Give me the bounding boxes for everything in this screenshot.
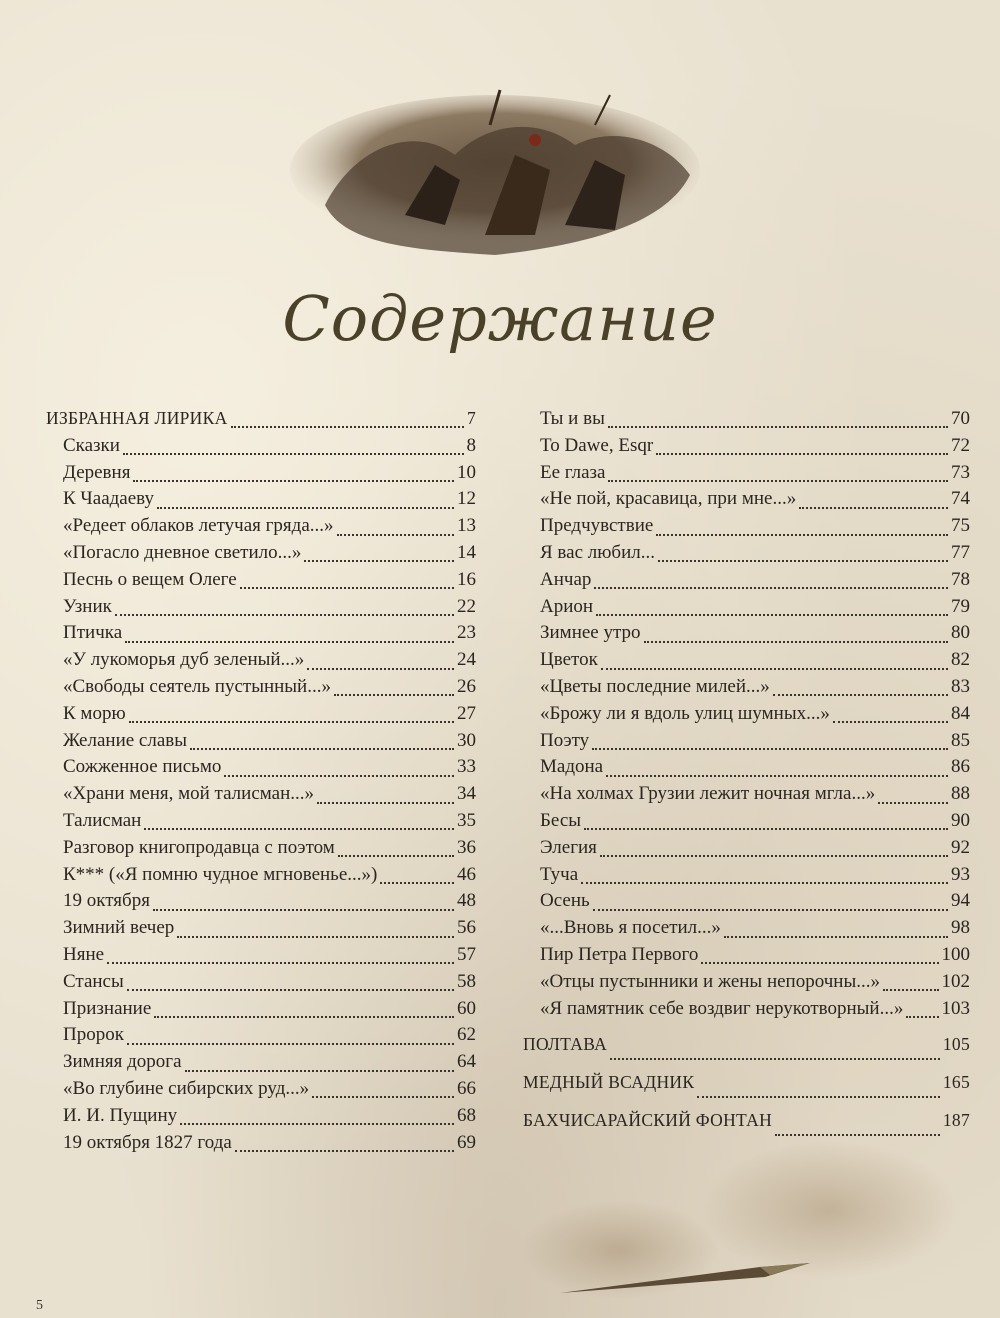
toc-section-entry (523, 1072, 970, 1110)
toc-entry (523, 730, 970, 757)
dot-leader (701, 962, 938, 964)
toc-page-number: 36 (457, 836, 476, 858)
dot-leader (304, 560, 454, 562)
dot-leader (608, 426, 948, 428)
toc-entry (523, 864, 970, 891)
toc-page-number: 57 (457, 943, 476, 965)
toc-entry (46, 462, 476, 489)
toc-page-number: 79 (951, 595, 970, 617)
toc-entry-title: «Храни меня, мой талисман...» (63, 783, 315, 805)
toc-entry-title: «Отцы пустынники и жены непорочны...» (540, 970, 880, 992)
dot-leader (601, 668, 948, 670)
toc-entry-title: Анчар (540, 568, 592, 590)
toc-entry (523, 890, 970, 917)
dot-leader (799, 507, 948, 509)
toc-page-number: 10 (457, 461, 476, 483)
toc-page-number: 90 (951, 809, 970, 831)
toc-entry-title: Предчувствие (540, 515, 654, 537)
toc-entry (46, 971, 476, 998)
dot-leader (190, 748, 454, 750)
toc-entry (523, 435, 970, 462)
toc-page-number: 187 (942, 1110, 970, 1131)
toc-entry (46, 783, 476, 810)
toc-entry-title: Признание (63, 997, 152, 1019)
dot-leader (240, 587, 454, 589)
toc-page-number: 92 (951, 836, 970, 858)
toc-entry-title: Талисман (63, 809, 142, 831)
dot-leader (115, 614, 454, 616)
toc-page-number: 30 (457, 729, 476, 751)
toc-entry-title: Узник (63, 595, 112, 617)
spacer (523, 1024, 970, 1034)
toc-page-number: 48 (457, 890, 476, 912)
dot-leader (883, 989, 939, 991)
toc-page-number: 84 (951, 702, 970, 724)
dot-leader (584, 828, 948, 830)
dot-leader (724, 936, 948, 938)
quill-pen-illustration (560, 1255, 820, 1295)
toc-entry-title: И. И. Пущину (63, 1104, 178, 1126)
toc-entry (523, 542, 970, 569)
dot-leader (338, 855, 454, 857)
toc-page-number: 86 (951, 756, 970, 778)
toc-entry (523, 676, 970, 703)
toc-entry-title: 19 октября (63, 890, 150, 912)
toc-page-number: 70 (951, 408, 970, 429)
toc-left-column (46, 408, 476, 1158)
toc-page-number: 12 (457, 488, 476, 510)
toc-entry (46, 1105, 476, 1132)
toc-entry-title: ИЗБРАННАЯ ЛИРИКА (46, 408, 228, 428)
toc-entry (46, 1024, 476, 1051)
toc-entry-title: Ее глаза (540, 461, 606, 483)
toc-entry-title: К*** («Я помню чудное мгновенье...») (63, 863, 378, 885)
toc-entry (46, 730, 476, 757)
toc-entry-title: Я вас любил... (540, 541, 656, 563)
toc-entry (46, 676, 476, 703)
toc-entry (46, 810, 476, 837)
toc-entry-title: Ты и вы (540, 408, 605, 429)
toc-page-number: 33 (457, 756, 476, 778)
battle-scene-illustration (285, 85, 705, 275)
toc-entry (523, 596, 970, 623)
toc-entry (46, 622, 476, 649)
dot-leader (337, 534, 454, 536)
toc-entry-title: Зимняя дорога (63, 1051, 182, 1073)
toc-entry (523, 810, 970, 837)
dot-leader (185, 1070, 455, 1072)
toc-entry (523, 756, 970, 783)
toc-entry-title: К морю (63, 702, 126, 724)
toc-entry-title: «Редеет облаков летучая гряда...» (63, 515, 334, 537)
toc-page-number: 75 (951, 515, 970, 537)
dot-leader (107, 962, 454, 964)
dot-leader (307, 668, 454, 670)
toc-page-number: 13 (457, 515, 476, 537)
dot-leader (594, 587, 948, 589)
toc-entry-title: Сказки (63, 434, 120, 456)
toc-entry-title: Зимний вечер (63, 917, 175, 939)
toc-page-number: 103 (941, 997, 970, 1019)
dot-leader (878, 802, 948, 804)
toc-entry-title: Туча (540, 863, 579, 885)
dot-leader (697, 1096, 940, 1098)
toc-page-number: 74 (951, 488, 970, 510)
toc-entry (46, 756, 476, 783)
toc-page-number: 23 (457, 622, 476, 644)
toc-entry (46, 435, 476, 462)
dot-leader (157, 507, 454, 509)
dot-leader (773, 694, 948, 696)
toc-entry-title: Пророк (63, 1024, 124, 1046)
toc-entry-title: Пир Петра Первого (540, 943, 699, 965)
toc-entry-title: «Во глубине сибирских руд...» (63, 1077, 310, 1099)
toc-entry-title: To Dawe, Esqr (540, 434, 654, 456)
toc-entry (523, 917, 970, 944)
toc-page-number: 58 (457, 970, 476, 992)
toc-entry (46, 569, 476, 596)
toc-page-number: 8 (466, 434, 476, 456)
toc-entry (46, 1051, 476, 1078)
toc-entry-title: Цветок (540, 649, 598, 671)
toc-entry (523, 622, 970, 649)
toc-entry (523, 462, 970, 489)
toc-entry (523, 783, 970, 810)
toc-entry-title: К Чаадаеву (63, 488, 154, 510)
dot-leader (125, 641, 454, 643)
toc-page-number: 27 (457, 702, 476, 724)
toc-entry (46, 596, 476, 623)
dot-leader (123, 453, 464, 455)
dot-leader (600, 855, 948, 857)
toc-entry (523, 703, 970, 730)
toc-entry (46, 649, 476, 676)
toc-page-number: 73 (951, 461, 970, 483)
toc-page-number: 34 (457, 783, 476, 805)
toc-entry-title: «Свободы сеятель пустынный...» (63, 675, 331, 697)
page-number: 5 (36, 1298, 43, 1313)
toc-page-number: 82 (951, 649, 970, 671)
toc-page-number: 78 (951, 568, 970, 590)
dot-leader (224, 775, 454, 777)
toc-section-entry (46, 408, 476, 435)
toc-page-number: 93 (951, 863, 970, 885)
toc-page-number: 60 (457, 997, 476, 1019)
toc-entry-title: Сожженное письмо (63, 756, 222, 778)
toc-page-number: 66 (457, 1077, 476, 1099)
toc-entry-title: Разговор книгопродавца с поэтом (63, 836, 335, 858)
toc-entry-title: «...Вновь я посетил...» (540, 917, 721, 939)
toc-page-number: 80 (951, 622, 970, 644)
toc-page-number: 102 (941, 970, 970, 992)
toc-entry (46, 703, 476, 730)
toc-entry-title: МЕДНЫЙ ВСАДНИК (523, 1072, 695, 1093)
dot-leader (596, 614, 948, 616)
dot-leader (235, 1150, 454, 1152)
dot-leader (380, 882, 454, 884)
dot-leader (177, 936, 454, 938)
toc-page-number: 56 (457, 917, 476, 939)
dot-leader (154, 1016, 454, 1018)
toc-entry (46, 944, 476, 971)
toc-entry (523, 944, 970, 971)
toc-page-number: 100 (941, 943, 970, 965)
page-title: Содержание (282, 282, 718, 355)
dot-leader (593, 909, 948, 911)
toc-entry-title: Арион (540, 595, 594, 617)
toc-entry (46, 890, 476, 917)
dot-leader (312, 1096, 454, 1098)
toc-entry (46, 1132, 476, 1159)
toc-entry (46, 998, 476, 1025)
dot-leader (906, 1016, 938, 1018)
toc-page-number: 77 (951, 541, 970, 563)
dot-leader (180, 1123, 454, 1125)
toc-page-number: 62 (457, 1024, 476, 1046)
toc-page-number: 94 (951, 890, 970, 912)
toc-entry-title: Поэту (540, 729, 590, 751)
toc-entry-title: 19 октября 1827 года (63, 1131, 232, 1153)
dot-leader (644, 641, 948, 643)
dot-leader (658, 560, 948, 562)
toc-entry-title: «У лукоморья дуб зеленый...» (63, 649, 305, 671)
toc-page-number: 69 (457, 1131, 476, 1153)
toc-page-number: 68 (457, 1104, 476, 1126)
toc-entry (46, 488, 476, 515)
dot-leader (606, 775, 948, 777)
toc-entry-title: Бесы (540, 809, 582, 831)
toc-entry-title: «Брожу ли я вдоль улиц шумных...» (540, 702, 830, 724)
dot-leader (592, 748, 948, 750)
toc-page-number: 26 (457, 675, 476, 697)
toc-entry-title: Осень (540, 890, 590, 912)
toc-entry-title: Желание славы (63, 729, 188, 751)
dot-leader (144, 828, 454, 830)
toc-entry-title: «Я памятник себе воздвиг нерукотворный...» (540, 997, 904, 1019)
dot-leader (656, 534, 948, 536)
toc-page-number: 16 (457, 568, 476, 590)
dot-leader (127, 989, 454, 991)
toc-entry (523, 569, 970, 596)
toc-entry-title: «На холмах Грузии лежит ночная мгла...» (540, 783, 876, 805)
toc-page-number: 88 (951, 783, 970, 805)
toc-entry-title: Стансы (63, 970, 124, 992)
toc-entry-title: Мадона (540, 756, 604, 778)
dot-leader (610, 1058, 940, 1060)
dot-leader (775, 1134, 940, 1136)
toc-page-number: 35 (457, 809, 476, 831)
toc-page-number: 7 (466, 408, 476, 428)
toc-right-column (523, 408, 970, 1148)
toc-entry-title: ПОЛТАВА (523, 1034, 608, 1055)
toc-page-number: 14 (457, 541, 476, 563)
dot-leader (133, 480, 454, 482)
toc-entry (523, 488, 970, 515)
toc-entry (46, 542, 476, 569)
dot-leader (656, 453, 948, 455)
toc-entry-title: Деревня (63, 461, 131, 483)
toc-entry (523, 515, 970, 542)
toc-entry (46, 837, 476, 864)
toc-entry-title: Птичка (63, 622, 123, 644)
dot-leader (581, 882, 948, 884)
toc-entry (523, 998, 970, 1025)
dot-leader (129, 721, 454, 723)
toc-section-entry (523, 1110, 970, 1148)
toc-entry-title: «Погасло дневное светило...» (63, 541, 302, 563)
toc-entry (523, 649, 970, 676)
toc-page-number: 22 (457, 595, 476, 617)
toc-page-number: 85 (951, 729, 970, 751)
dot-leader (833, 721, 948, 723)
dot-leader (608, 480, 948, 482)
toc-page-number: 83 (951, 675, 970, 697)
toc-entry (46, 917, 476, 944)
toc-page-number: 46 (457, 863, 476, 885)
toc-entry-title: БАХЧИСАРАЙСКИЙ ФОНТАН (523, 1110, 773, 1131)
toc-entry-title: Няне (63, 943, 105, 965)
toc-page-number: 72 (951, 434, 970, 456)
toc-entry-title: «Цветы последние милей...» (540, 675, 770, 697)
toc-page-number: 98 (951, 917, 970, 939)
toc-entry (46, 1078, 476, 1105)
toc-entry-title: «Не пой, красавица, при мне...» (540, 488, 797, 510)
toc-page-number: 105 (942, 1034, 970, 1055)
toc-page-number: 24 (457, 649, 476, 671)
toc-page-number: 64 (457, 1051, 476, 1073)
toc-section-entry (523, 1034, 970, 1072)
toc-entry (523, 837, 970, 864)
toc-page-number: 165 (942, 1072, 970, 1093)
dot-leader (231, 426, 464, 428)
toc-entry (46, 515, 476, 542)
dot-leader (317, 802, 454, 804)
dot-leader (334, 694, 454, 696)
toc-entry (523, 971, 970, 998)
toc-entry-title: Зимнее утро (540, 622, 641, 644)
toc-entry (46, 864, 476, 891)
dot-leader (127, 1043, 454, 1045)
toc-entry-title: Элегия (540, 836, 597, 858)
dot-leader (153, 909, 454, 911)
toc-entry-title: Песнь о вещем Олеге (63, 568, 237, 590)
toc-entry (523, 408, 970, 435)
